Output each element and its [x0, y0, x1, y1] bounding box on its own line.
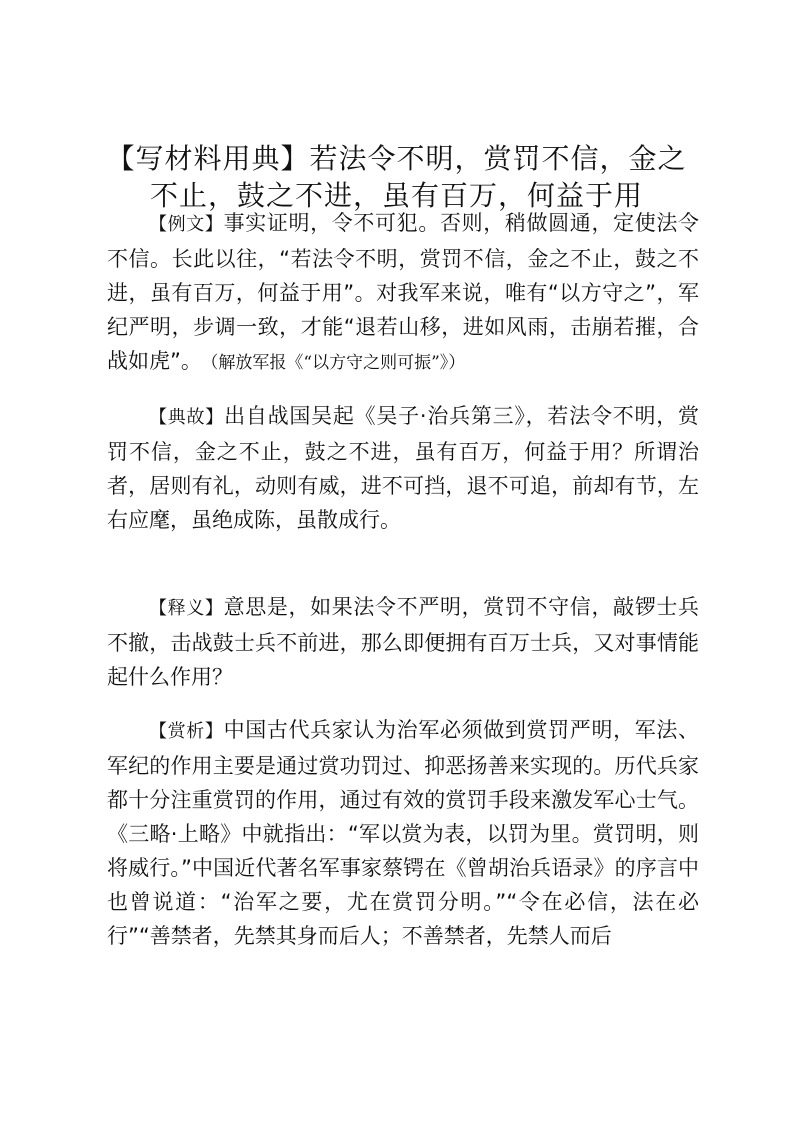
analysis-paragraph: [107, 713, 699, 953]
page-title: 【写材料用典】若法令不明，赏罚不信，金之不止，鼓之不进，虽有百万，何益于用: [106, 142, 687, 212]
meaning-tag: 【释义】: [149, 598, 224, 619]
analysis-text: 中国古代兵家认为治军必须做到赏罚严明，军法、军纪的作用主要是通过赏功罚过、抑恶扬善来实现的。历代兵家都十分注重赏罚的作用，通过有效的赏罚手段来激发军心士气。《三略·上略》中就指出：“军以赏为表，以罚为里。赏罚明，则将威行。”中国近代著名军事家蔡锷在《曾胡治兵语录》的序言中也曾说道：“治军之要，尤在赏罚分明。”“令在必信，法在必行”“善禁者，先禁其身而后人；不善禁者，先禁人而后: [107, 718, 700, 948]
allusion-tag: 【典故】: [149, 407, 225, 428]
example-tag: 【例文】: [149, 214, 224, 235]
meaning-text: 意思是，如果法令不严明，赏罚不守信，敲锣士兵不撤，击战鼓士兵不前进，那么即便拥有百万士兵，又对事情能起什么作用？: [107, 595, 700, 689]
analysis-tag: 【赏析】: [149, 721, 224, 742]
example-source: （解放军报《“以方守之则可振”》）: [209, 353, 466, 373]
meaning-paragraph: [107, 590, 699, 694]
example-paragraph: [107, 206, 699, 380]
allusion-text: 出自战国吴起《吴子·治兵第三》，若法令不明，赏罚不信，金之不止，鼓之不进，虽有百万，何益于用？所谓治者，居则有礼，动则有威，进不可挡，退不可追，前却有节，左右应麾，虽绝成陈，虽散成行。: [107, 404, 700, 532]
example-text: 事实证明，令不可犯。否则，稍做圆通，定使法令不信。长此以往，“若法令不明，赏罚不信，金之不止，鼓之不进，虽有百万，何益于用”。对我军来说，唯有“以方守之”，军纪严明，步调一致，才能“退若山移，进如风雨，击崩若摧，合战如虎”。: [107, 211, 700, 373]
allusion-paragraph: [107, 399, 699, 537]
